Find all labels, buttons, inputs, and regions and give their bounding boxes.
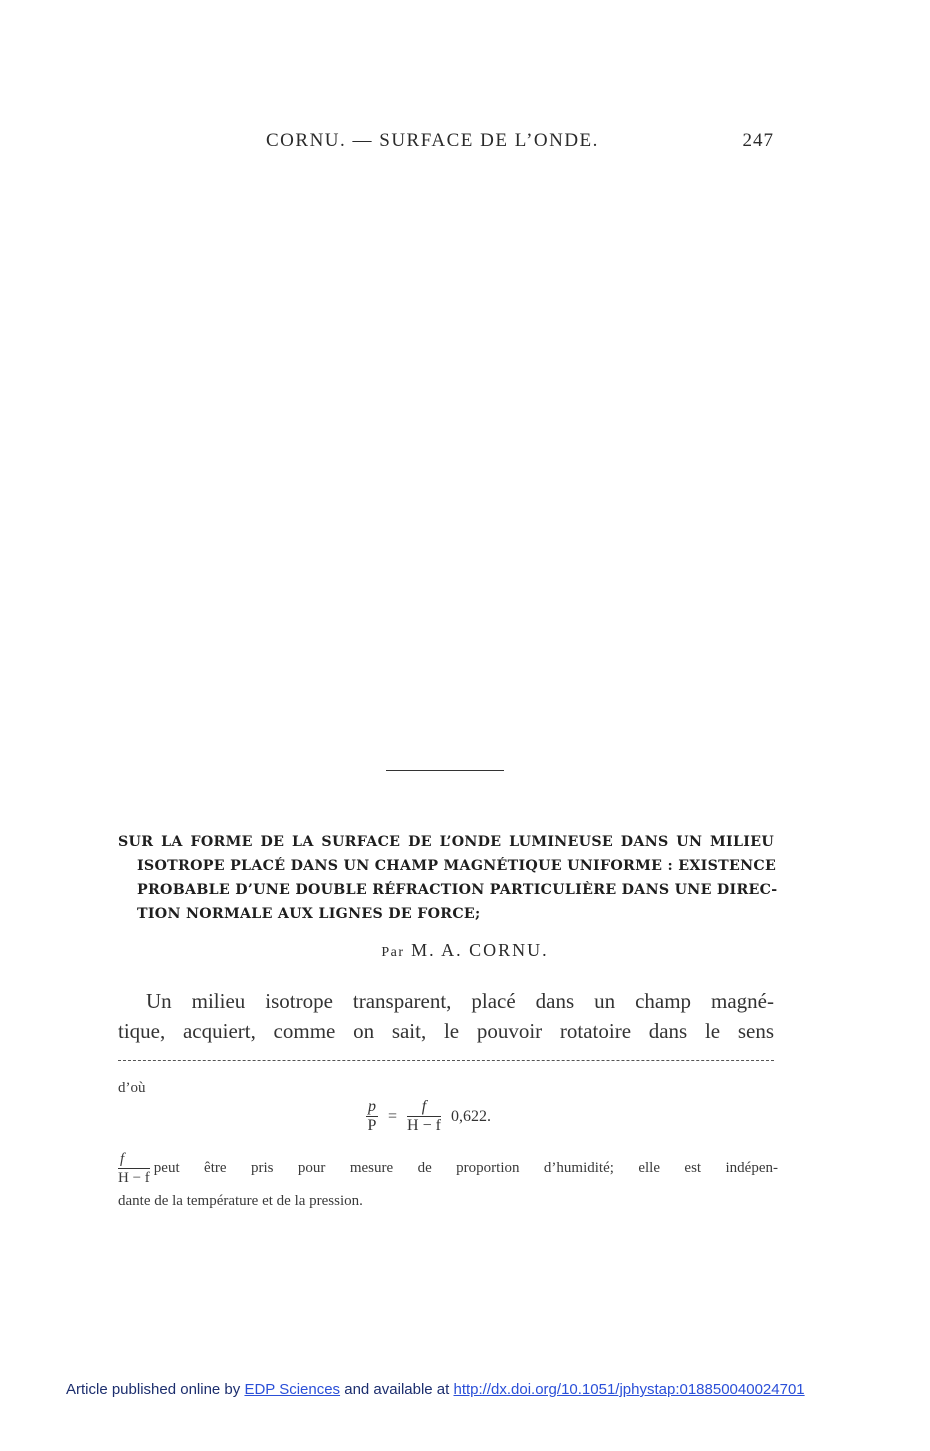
formula-equals: = (388, 1107, 398, 1125)
formula-rhs-numerator: f (407, 1098, 441, 1117)
formula-lhs-numerator: p (368, 1098, 376, 1115)
footnote-separator (118, 1060, 774, 1061)
page-number: 247 (742, 130, 774, 151)
title-line: PROBABLE D’UNE DOUBLE RÉFRACTION PARTICULIÈRE DANS UNE DIREC- (137, 882, 778, 898)
footnote-line: dante de la température et de la pression. (118, 1193, 363, 1209)
title-line: TION NORMALE AUX LIGNES DE FORCE; (137, 906, 481, 922)
footnote-dou: d’où (118, 1080, 146, 1096)
footnote-line (118, 1150, 778, 1187)
page-header (120, 128, 774, 156)
footer-middle: and available at (344, 1381, 450, 1398)
doi-link[interactable]: http://dx.doi.org/10.1051/jphystap:018850040024701 (453, 1381, 805, 1398)
body-paragraph (118, 986, 774, 1046)
title-line: SUR LA FORME DE LA SURFACE DE L’ONDE LUMINEUSE DANS UN MILIEU (118, 834, 774, 850)
formula-tail: 0,622. (450, 1107, 491, 1125)
author-line (0, 940, 930, 961)
publisher-link[interactable]: EDP Sciences (244, 1381, 341, 1398)
formula-rhs-fraction (407, 1098, 441, 1135)
author-name: M. A. CORNU. (411, 940, 549, 960)
footer-prefix: Article published online by (66, 1381, 241, 1398)
formula-rhs-denominator: H − f (407, 1117, 441, 1134)
publication-footer (66, 1381, 805, 1398)
formula (366, 1098, 497, 1142)
body-line: tique, acquiert, comme on sait, le pouvoir rotatoire dans le sens (118, 1019, 774, 1043)
body-line: Un milieu isotrope transparent, placé dans un champ magné- (146, 989, 774, 1013)
running-title: CORNU. — SURFACE DE L’ONDE. (266, 130, 599, 151)
footnote-line-text: peut être pris pour mesure de proportion d’humidité; elle est indépen- (153, 1159, 778, 1176)
footnote-paragraph (118, 1150, 778, 1215)
footnote-fraction-denominator: H − f (118, 1170, 150, 1186)
footnote-fraction (118, 1150, 150, 1187)
footnote-fraction-numerator: f (118, 1150, 150, 1169)
article-title (118, 830, 778, 926)
formula-lhs-fraction (366, 1098, 378, 1135)
formula-lhs-denominator: P (367, 1117, 377, 1134)
author-prefix: Par (381, 945, 405, 960)
title-line: ISOTROPE PLACÉ DANS UN CHAMP MAGNÉTIQUE UNIFORME : EXISTENCE (137, 858, 777, 874)
title-separator-rule (386, 770, 504, 771)
